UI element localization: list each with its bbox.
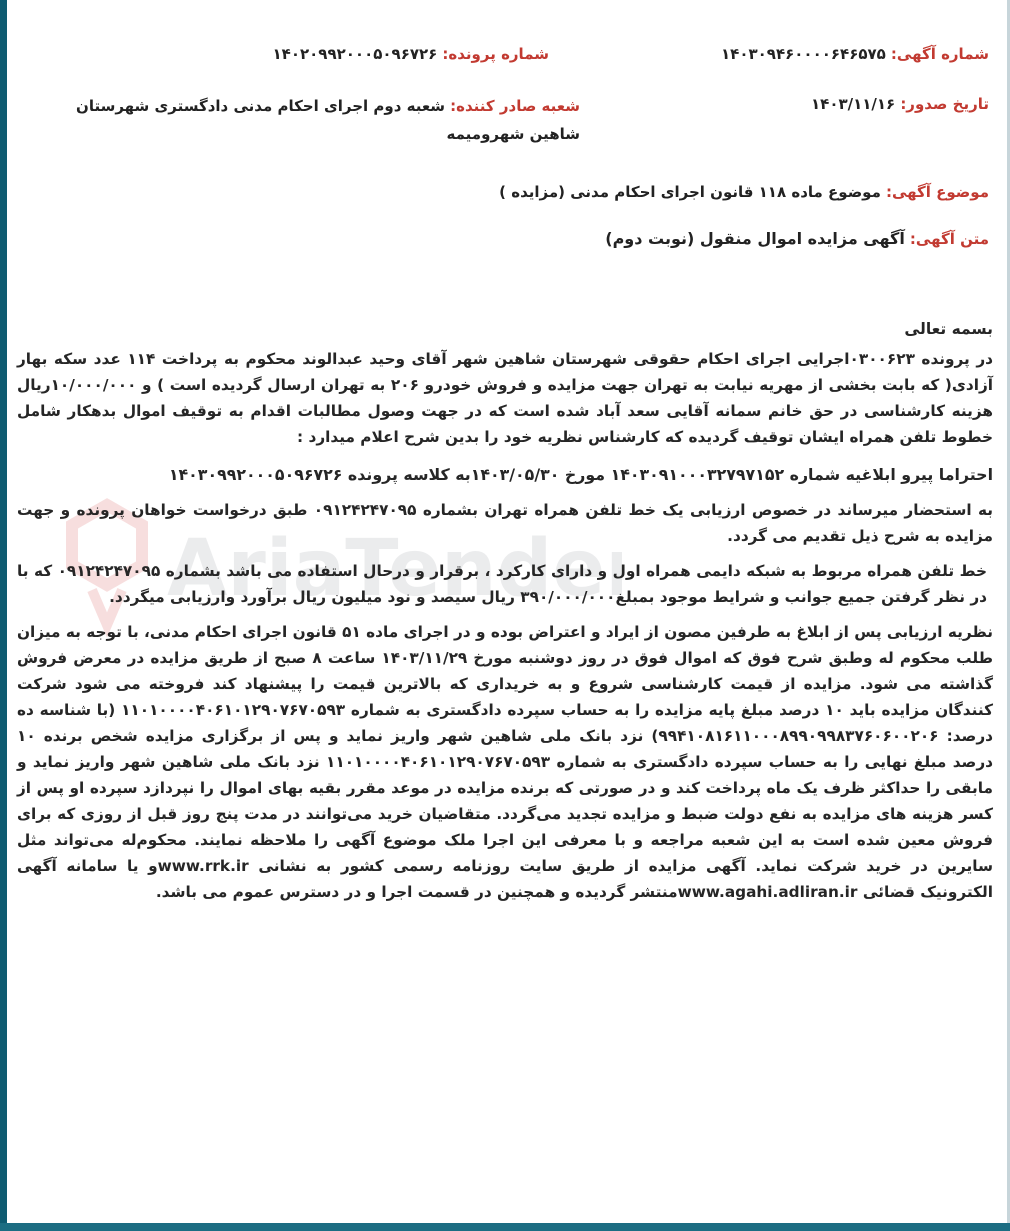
paragraph-appraisal-intro: به استحضار میرساند در خصوص ارزیابی یک خط تلفن همراه تهران بشماره ۰۹۱۲۴۲۴۷۰۹۵ طبق درخواست خواهان پرونده و جهت مزایده به شرح ذیل تقدیم می گردد. bbox=[17, 501, 993, 545]
salutation: بسمه تعالی bbox=[904, 320, 993, 338]
issue-date-row bbox=[811, 94, 989, 113]
subject-row bbox=[499, 182, 989, 201]
agahi-link[interactable]: www.agahi.adliran.ir bbox=[677, 883, 858, 901]
subject-value: موضوع ماده ۱۱۸ قانون اجرای احکام مدنی (مزایده ) bbox=[499, 183, 881, 201]
issue-date-value: ۱۴۰۳/۱۱/۱۶ bbox=[811, 95, 896, 113]
subject-label: موضوع آگهی: bbox=[885, 183, 989, 201]
auction-terms-text: نظریه ارزیابی پس از ابلاغ به طرفین مصون از ایراد و اعتراض بوده و در اجرای ماده ۵۱ قانون اجرای احکام مدنی، با توجه به میزان طلب محکوم له وطبق شرح فوق که اموال فوق در روز دوشنبه مورخ ۱۴۰۳/۱۱/۲۹ ساعت ۸ صبح از طریق مزایده در معرض فروش گذاشته می شود. مزایده از قیمت کارشناسی شروع و به خریداری که بالاترین قیمت را پیشنهاد کند فروخته می شود شرکت کنندگان مزایده باید ۱۰ درصد مبلغ پایه مزایده را به حساب سپرده دادگستری به شماره ۱۱۰۱۰۰۰۰۴۰۶۱۰۱۲۹۰۷۶۷۰۵۹۳ (با شناسه ده درصد: ۹۹۴۱۰۸۱۶۱۱۰۰۰۸۹۹۰۹۹۸۳۷۶۰۶۰۰۲۰۶) نزد بانک ملی شاهین شهر واریز نماید و پس از برگزاری مزایده شخص برنده ۱۰ درصد مبلغ نهایی را به حساب سپرده دادگستری به شماره ۱۱۰۱۰۰۰۰۴۰۶۱۰۱۲۹۰۷۶۷۰۵۹۳ نزد بانک ملی شاهین شهر واریز نماید و مابقی را حداکثر ظرف یک ماه پرداخت کند و در صورتی که برنده مزایده در موعد مقرر بقیه بهای اموال را نپردازد سپرده او پس از کسر هزینه های مزایده به نفع دولت ضبط و مزایده تجدید می‌گردد. متقاضیان خرید می‌توانند در مدت پنج روز قبل از روزی که برای فروش معین شده است به این شعبه مراجعه و با معرفی این اجرا ملک موضوع آگهی را ملاحظه نمایند. محکوم‌له می‌تواند مثل سایرین در خرید شرکت نماید. آگهی مزایده از طریق سایت روزنامه رسمی کشور به نشانی bbox=[17, 623, 994, 875]
text-value: آگهی مزایده اموال منقول (نوبت دوم) bbox=[605, 229, 905, 248]
case-number-value: ۱۴۰۲۰۹۹۲۰۰۰۵۰۹۶۷۲۶ bbox=[272, 45, 438, 63]
text-row bbox=[605, 229, 989, 248]
paragraph-auction-terms bbox=[17, 619, 993, 905]
ad-number-label: شماره آگهی: bbox=[890, 45, 989, 63]
ad-number-value: ۱۴۰۳۰۹۴۶۰۰۰۰۶۴۶۵۷۵ bbox=[721, 45, 886, 63]
issuer-value: شعبه دوم اجرای احکام مدنی دادگستری شهرستان شاهین شهرومیمه bbox=[76, 97, 580, 143]
ad-body bbox=[17, 316, 993, 914]
text-label: متن آگهی: bbox=[909, 230, 989, 248]
ad-panel bbox=[7, 0, 1007, 1223]
window-frame-bottom bbox=[0, 1223, 1010, 1231]
watermark-text: AriaTender bbox=[167, 524, 622, 614]
auction-terms-text-2: و یا سامانه آگهی الکترونیک قضائی bbox=[17, 857, 993, 901]
paragraph-reference: احتراما پیرو ابلاغیه شماره ۱۴۰۳۰۹۱۰۰۰۳۲۷۹۷۱۵۲ مورخ ۱۴۰۳/۰۵/۳۰به کلاسه پرونده ۱۴۰۳۰۹۹۲۰۰۰۵۰۹۶۷۲۶ bbox=[168, 465, 993, 484]
issuer-row bbox=[50, 92, 580, 148]
paragraph-case-summary: در پرونده ۰۳۰۰۶۲۳اجرایی اجرای احکام حقوقی شهرستان شاهین شهر آقای وحید عبدالوند محکوم به پرداخت ۱۱۴ عدد سکه بهار آزادی( که بابت بخشی از مهریه نیابت به تهران جهت مزایده و فروش خودرو ۲۰۶ به تهران ارسال گردیده است ) و ۱۰/۰۰۰/۰۰۰ریال هزینه کارشناسی در حق خانم سمانه آقایی سعد آباد شده است که در جهت وصول مطالبات اقدام به توقیف اموال بدهکار شامل خطوط تلفن همراه ایشان توقیف گردیده که کارشناس نظریه خود را بدین شرح اعلام میدارد : bbox=[17, 350, 993, 446]
case-number-row bbox=[273, 44, 549, 63]
paragraph-phone-line: خط تلفن همراه مربوط به شبکه دایمی همراه اول و دارای کارکرد ، برقرار و درحال استفاده می باشد بشماره ۰۹۱۲۴۲۴۷۰۹۵ که با در نظر گرفتن جمیع جوانب و شرایط موجود بمبلغ۳۹۰/۰۰۰/۰۰۰ ریال سیصد و نود میلیون ریال برآورد وارزیابی میگردد. bbox=[17, 562, 988, 606]
auction-terms-text-3: منتشر گردیده و همچنین در قسمت اجرا و در دسترس عموم می باشد. bbox=[155, 883, 678, 901]
ad-number-row bbox=[721, 44, 989, 63]
rrk-link[interactable]: www.rrk.ir bbox=[157, 857, 249, 875]
issuer-label: شعبه صادر کننده: bbox=[450, 97, 580, 115]
window-frame-left bbox=[0, 0, 7, 1231]
issue-date-label: تاریخ صدور: bbox=[900, 95, 989, 113]
case-number-label: شماره پرونده: bbox=[442, 45, 549, 63]
